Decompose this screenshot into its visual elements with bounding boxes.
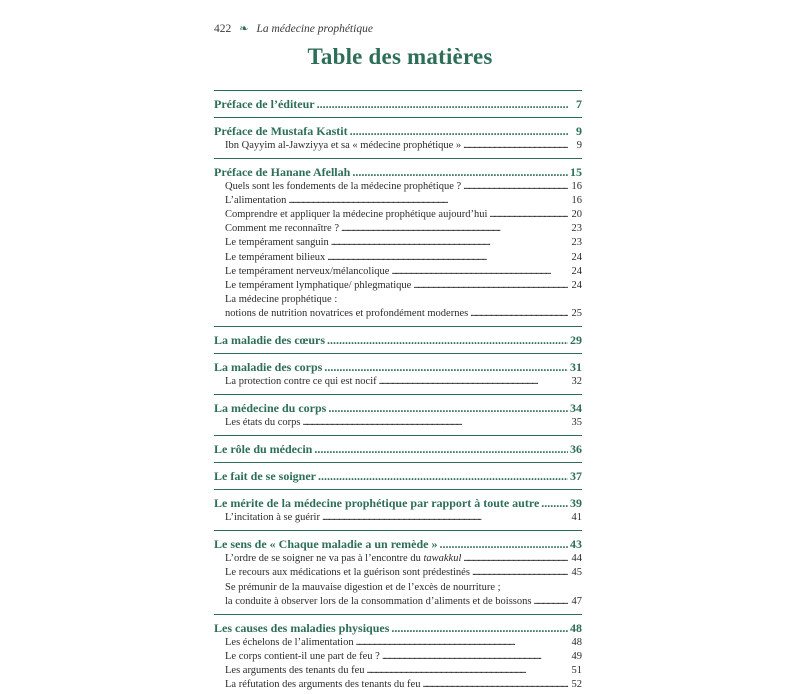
toc-section — [214, 489, 582, 530]
toc-sub-title: Le tempérament lymphatique/ phlegmatique — [225, 279, 412, 291]
toc-sub-title: Comment me reconnaître ? — [225, 223, 339, 235]
toc-sub-title: Les arguments des tenants du feu — [225, 664, 365, 676]
toc-sub-page: 47 — [571, 595, 582, 607]
toc-sub-title: L’incitation à se guérir — [225, 512, 320, 524]
toc-main-entry[interactable] — [214, 495, 582, 511]
toc-main-entry[interactable] — [214, 468, 582, 484]
toc-section — [214, 158, 582, 326]
toc-sub-page: 51 — [571, 664, 582, 676]
dot-leader — [303, 416, 568, 430]
toc-section — [214, 530, 582, 613]
dot-leader — [379, 375, 568, 389]
dot-leader — [341, 222, 568, 236]
toc-sub-title: Le tempérament nerveux/mélancolique — [225, 265, 390, 277]
toc-sub-entry[interactable] — [214, 636, 582, 650]
toc-main-page: 39 — [570, 496, 582, 511]
toc-sub-page: 45 — [571, 567, 582, 579]
toc-section — [214, 435, 582, 462]
toc-section — [214, 614, 582, 694]
toc-sub-entry[interactable] — [214, 251, 582, 265]
toc-sub-page: 23 — [571, 237, 582, 249]
dot-leader — [463, 552, 568, 566]
dot-leader — [533, 595, 568, 609]
toc-section — [214, 90, 582, 117]
toc-sub-title: La protection contre ce qui est nocif — [225, 376, 377, 388]
toc-sub-entry[interactable] — [214, 180, 582, 194]
toc-main-entry[interactable] — [214, 536, 582, 552]
toc-main-entry[interactable] — [214, 123, 582, 139]
toc-main-title: Le fait de se soigner — [214, 469, 316, 484]
toc-sub-entry[interactable] — [214, 139, 582, 153]
toc-sub-page: 44 — [571, 553, 582, 565]
toc-sub-title: notions de nutrition novatrices et profondément modernes — [225, 307, 469, 319]
dot-leader — [422, 678, 568, 692]
toc-main-page: 36 — [570, 442, 582, 457]
toc-main-title: Préface de Mustafa Kastit — [214, 124, 348, 138]
toc-sub-entry[interactable] — [214, 552, 582, 566]
toc-sub-entry[interactable] — [214, 664, 582, 678]
toc-sub-entry[interactable] — [214, 416, 582, 430]
toc-main-page: 48 — [570, 620, 582, 635]
dot-leader — [314, 441, 568, 457]
toc-sub-entry[interactable] — [214, 222, 582, 236]
toc-section — [214, 326, 582, 353]
dot-leader — [439, 536, 568, 552]
toc-sub-entry[interactable] — [214, 307, 582, 321]
toc-section — [214, 394, 582, 435]
dot-leader — [318, 468, 568, 484]
toc-sub-title: La réfutation des arguments des tenants du feu — [225, 678, 421, 690]
dot-leader — [331, 236, 568, 250]
toc-sub-entry[interactable] — [214, 566, 582, 580]
toc-sub-entry[interactable] — [214, 194, 582, 208]
toc-section — [214, 353, 582, 394]
toc-sub-title: L’ordre de se soigner ne va pas à l’encontre du tawakkul — [225, 553, 462, 565]
table-of-contents — [214, 90, 582, 694]
dot-leader — [470, 307, 568, 321]
toc-main-title: Le mérite de la médecine prophétique par rapport à toute autre — [214, 496, 540, 511]
toc-sub-first-line: Se prémunir de la mauvaise digestion et de l’excès de nourriture ; — [225, 581, 501, 593]
toc-sub-page: 48 — [571, 636, 582, 648]
toc-main-entry[interactable] — [214, 359, 582, 375]
dot-leader — [541, 495, 568, 511]
dot-leader — [489, 208, 568, 222]
page-number: 422 — [214, 22, 232, 35]
toc-section — [214, 462, 582, 489]
toc-main-title: Préface de l’éditeur — [214, 97, 315, 111]
toc-sub-title: Quels sont les fondements de la médecine prophétique ? — [225, 181, 462, 193]
toc-sub-title: Le corps contient-il une part de feu ? — [225, 650, 380, 662]
toc-main-page: 31 — [570, 360, 582, 375]
toc-sub-title: Les états du corps — [225, 417, 301, 429]
toc-sub-page: 16 — [571, 195, 582, 207]
toc-main-entry[interactable] — [214, 400, 582, 416]
toc-main-entry[interactable] — [214, 96, 582, 112]
toc-sub-italic: tawakkul — [423, 553, 462, 565]
toc-sub-title: Ibn Qayyim al-Jawziyya et sa « médecine prophétique » — [225, 140, 462, 151]
dot-leader — [327, 332, 568, 348]
dot-leader — [317, 96, 568, 112]
toc-sub-page: 20 — [571, 209, 582, 221]
toc-sub-page: 23 — [571, 223, 582, 235]
dot-leader — [382, 650, 568, 664]
toc-main-page: 43 — [570, 537, 582, 552]
toc-sub-page: 49 — [571, 650, 582, 662]
dot-leader — [366, 664, 568, 678]
toc-sub-entry[interactable] — [214, 236, 582, 250]
toc-sub-title: L’alimentation — [225, 195, 287, 207]
toc-main-title: Le sens de « Chaque maladie a un remède » — [214, 537, 438, 552]
toc-sub-title: Comprendre et appliquer la médecine prophétique aujourd’hui — [225, 209, 488, 221]
toc-sub-page: 24 — [571, 251, 582, 263]
dot-leader — [413, 279, 568, 293]
book-title: La médecine prophétique — [256, 22, 373, 35]
toc-main-title: Les causes des maladies physiques — [214, 620, 390, 635]
dot-leader — [472, 566, 568, 580]
toc-main-entry[interactable] — [214, 441, 582, 457]
toc-section — [214, 117, 582, 158]
page-title: Table des matières — [307, 44, 493, 69]
toc-sub-entry[interactable] — [214, 279, 582, 293]
toc-sub-page: 52 — [571, 678, 582, 690]
dot-leader — [463, 139, 568, 153]
toc-sub-page: 9 — [576, 140, 582, 151]
toc-sub-title: Le tempérament sanguin — [225, 237, 329, 249]
toc-sub-page: 35 — [571, 417, 582, 429]
leaf-ornament-icon: ❧ — [239, 23, 249, 35]
dot-leader — [328, 400, 568, 416]
toc-main-entry[interactable] — [214, 620, 582, 636]
toc-sub-title: la conduite à observer lors de la consommation d’aliments et de boissons — [225, 595, 532, 607]
dot-leader — [327, 251, 568, 265]
dot-leader — [324, 359, 568, 375]
dot-leader — [356, 636, 568, 650]
toc-sub-page: 24 — [571, 265, 582, 277]
dot-leader — [322, 511, 568, 525]
toc-main-title: La médecine du corps — [214, 401, 327, 416]
toc-main-page: 9 — [576, 124, 582, 138]
toc-sub-entry[interactable] — [214, 208, 582, 222]
dot-leader — [352, 164, 568, 180]
toc-main-page: 7 — [576, 97, 582, 111]
toc-sub-title: Le recours aux médications et la guérison sont prédestinés — [225, 567, 470, 579]
dot-leader — [391, 265, 568, 279]
toc-main-entry[interactable] — [214, 164, 582, 180]
running-header — [214, 22, 373, 35]
toc-main-title: La maladie des cœurs — [214, 333, 325, 348]
dot-leader — [391, 620, 568, 636]
toc-sub-entry[interactable] — [214, 678, 582, 692]
toc-main-page: 15 — [570, 165, 582, 180]
dot-leader — [288, 194, 568, 208]
toc-main-page: 37 — [570, 469, 582, 484]
toc-main-page: 34 — [570, 401, 582, 416]
toc-main-entry[interactable] — [214, 332, 582, 348]
toc-main-title: Le rôle du médecin — [214, 442, 313, 457]
toc-main-page: 29 — [570, 333, 582, 348]
dot-leader — [350, 123, 568, 139]
toc-main-title: La maladie des corps — [214, 360, 323, 375]
toc-sub-entry[interactable] — [214, 511, 582, 525]
toc-sub-title: Le tempérament bilieux — [225, 251, 326, 263]
toc-sub-page: 24 — [571, 279, 582, 291]
dot-leader — [463, 180, 568, 194]
toc-sub-page: 41 — [571, 512, 582, 524]
toc-sub-entry[interactable] — [214, 265, 582, 279]
toc-sub-first-line: La médecine prophétique : — [225, 293, 338, 305]
toc-sub-page: 25 — [571, 307, 582, 319]
toc-main-title: Préface de Hanane Afellah — [214, 165, 351, 180]
toc-sub-page: 32 — [571, 376, 582, 388]
toc-sub-title: Les échelons de l’alimentation — [225, 636, 354, 648]
toc-sub-page: 16 — [571, 181, 582, 193]
toc-sub-entry[interactable] — [214, 375, 582, 389]
toc-sub-entry[interactable] — [214, 595, 582, 609]
toc-sub-entry[interactable] — [214, 650, 582, 664]
